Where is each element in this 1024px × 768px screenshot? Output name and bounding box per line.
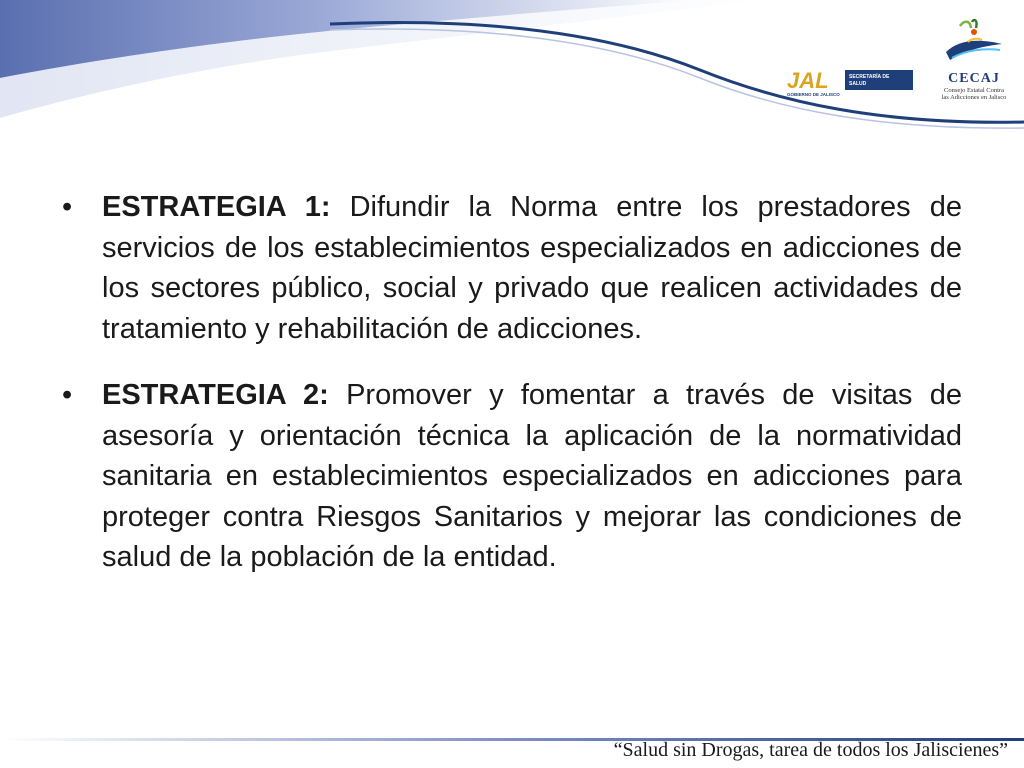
jalisco-brand-sub: GOBIERNO DE JALISCO	[787, 92, 840, 97]
strategy-2-text: Promover y fomentar a través de visitas de asesoría y orientación técnica la aplicación de la normatividad sanitaria en establecimientos especializados en adicciones para proteger contra Riesgos Sanitarios y mejorar las condiciones de salud de la población de la entidad.	[102, 379, 962, 573]
strategy-list	[62, 187, 962, 604]
strategy-1-text: Difundir la Norma entre los prestadores de servicios de los establecimientos especializados en adicciones de los sectores público, social y privado que realicen actividades de tratamiento y rehabilitación de adicciones.	[102, 191, 962, 345]
strategy-1-label: ESTRATEGIA 1:	[102, 191, 331, 223]
secretaria-line1: SECRETARÍA DE	[849, 74, 890, 80]
cecaj-subtitle-line2: las Adicciones en Jalisco	[941, 94, 1007, 101]
cecaj-name: CECAJ	[948, 71, 1000, 86]
jalisco-logo	[785, 66, 915, 98]
bullet-icon: •	[62, 191, 73, 223]
strategy-2-label: ESTRATEGIA 2:	[102, 379, 329, 411]
secretaria-line2: SALUD	[849, 81, 867, 87]
strategy-2-item	[62, 375, 962, 578]
footer-slogan: “Salud sin Drogas, tarea de todos los Jaliscienes”	[613, 739, 1008, 761]
cecaj-emblem-icon	[938, 18, 1010, 68]
bullet-icon: •	[62, 379, 73, 411]
strategy-1-item	[62, 187, 962, 349]
cecaj-logo	[938, 18, 1010, 106]
cecaj-subtitle-line1: Consejo Estatal Contra	[944, 87, 1004, 94]
secretaria-badge	[845, 70, 913, 90]
jalisco-brand-text: JAL	[787, 68, 829, 93]
